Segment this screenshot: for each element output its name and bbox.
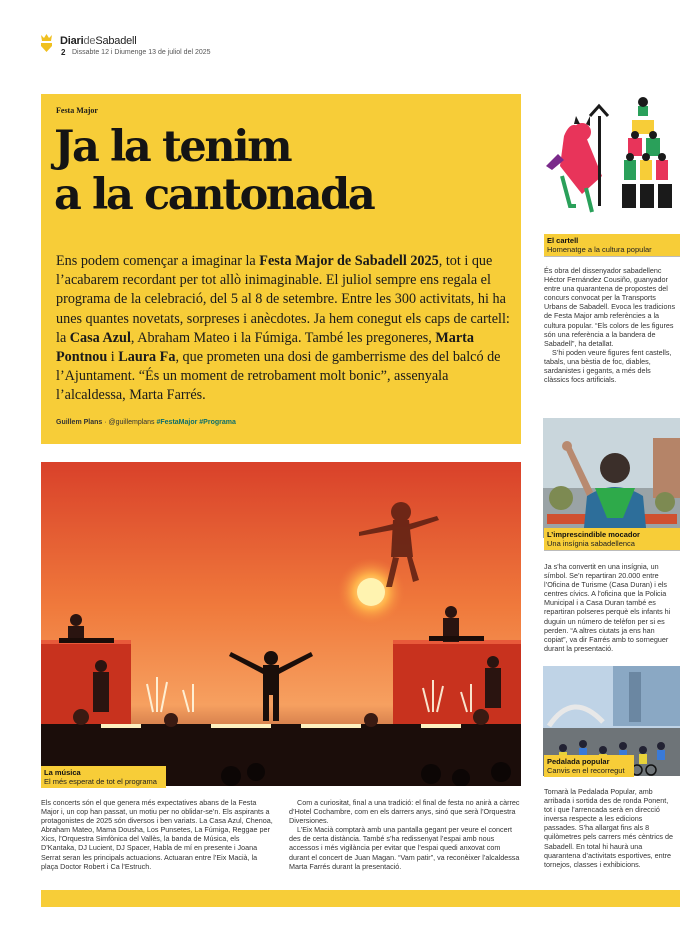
cartell-caption-title: El cartell bbox=[547, 236, 579, 245]
issue-date: Dissabte 12 i Diumenge 13 de juliol del 2025 bbox=[72, 49, 211, 56]
headline-line-1: Ja la tenim bbox=[54, 122, 291, 172]
pedalada-caption-title: Pedalada popular bbox=[547, 757, 610, 766]
lede-highlight: Casa Azul bbox=[69, 329, 131, 346]
concert-photo bbox=[41, 462, 521, 786]
hashtags[interactable]: #FestaMajor #Programa bbox=[156, 419, 236, 426]
diari-logo-icon bbox=[40, 33, 53, 53]
pedalada-caption-subtitle: Canvis en el recorregut bbox=[547, 766, 625, 775]
mocador-text bbox=[544, 562, 676, 653]
body-paragraph: L’Eix Macià comptarà amb una pantalla gegant per veure el concert des de certa distància. També s’ha redissenyat l’espai amb nous accessos i més vigilància per evitar que l’espai quedi anxovat com durant el concert de Juan Magan. “Vam patir”, va reconèixer l’alcaldessa Marta Farrés durant la presentació. bbox=[289, 825, 520, 871]
byline-separator: · bbox=[102, 419, 109, 426]
hero-caption bbox=[41, 766, 166, 788]
body-paragraph: Els concerts són el que genera més expectatives abans de la Festa Major i, un cop han passat, un motiu per no oblidar-se’n. Els aspirants a protagonistes de 2025 són diversos i ben variats. La Casa Azul, Chenoa, Abraham Mateo, Mama Dousha, Los Punsetes, La Fúmiga, Reggae per Xics, l’Orquestra Simfònica del Vallès, la banda de Música, els D’Kantaka, DJ Lucient, DJ Spacer, Habla de mí en presente i Joana Serrat seran les principals actuacions. Actuaran entre l’Eix Macià, la plaça Doctor Robert i Ca l’Estruch. bbox=[41, 798, 273, 871]
article-headline bbox=[54, 123, 514, 219]
section-label: Festa Major bbox=[56, 106, 98, 115]
body-column-2 bbox=[289, 798, 521, 871]
body-column-1 bbox=[41, 798, 273, 871]
hero-caption-subtitle: El més esperat de tot el programa bbox=[44, 777, 157, 786]
brand-rest: Sabadell bbox=[95, 35, 137, 47]
body-paragraph: És obra del dissenyador sabadellenc Héctor Fernández Cousiño, guanyador entre una quarantena de propostes del concurs convocat per la Transports Urbans de Sabadell. Evoca les tradicions de Festa Major amb referències a la cultura popular. “Els colors de les figures són una referència a la bandera de Sabadell”, ha detallat. bbox=[544, 266, 676, 348]
lede-text: , que prometen una dosi de gamberrisme des del balcó de l’Ajuntament. “És un moment de retrobament molt bonic”, assenyala l’alcaldessa, Marta Farrés. bbox=[56, 349, 501, 404]
lede-text: , Abraham Mateo i la Fúmiga. També les pregoneres, bbox=[130, 329, 436, 346]
cartell-text bbox=[544, 266, 676, 384]
mocador-caption bbox=[544, 528, 680, 551]
brand-light: de bbox=[83, 35, 96, 47]
byline bbox=[56, 419, 236, 426]
festival-poster-illustration bbox=[542, 96, 680, 236]
lede-text: , tot i que l’acabarem recordant per tot allò inimaginable. El juliol sempre ens regala el programa de la celebració, del 5 al 8 de setembre. Entre les 300 activitats, hi ha unes quantes novetats, sorpreses i anècdotes. Ja hem conegut els caps de cartell: la bbox=[56, 253, 510, 346]
body-paragraph: Ja s’ha convertit en una insígnia, un símbol. Se’n repartiran 20.000 entre l’Oficina de Turisme (Casa Duran) i els centres cívics. A l’oficina que la Policia Municipal i a Casa Duran també es repartiran polseres perquè els infants hi duguin un número de telèfon per si es perden. “A altres ciutats ja ens han copiat”, va dir Farrés amb to sorneguer durant la presentació. bbox=[544, 562, 671, 653]
lede-highlight: Marta Pontnou bbox=[56, 329, 474, 366]
masthead-brand[interactable] bbox=[60, 35, 137, 47]
lede-text: i bbox=[107, 349, 119, 366]
footer-bar bbox=[41, 890, 680, 907]
lede-highlight: Festa Major de Sabadell 2025 bbox=[259, 253, 439, 269]
author-name: Guillem Plans bbox=[56, 419, 103, 426]
cartell-caption-subtitle: Homenatge a la cultura popular bbox=[547, 245, 652, 254]
mocador-caption-title: L’imprescindible mocador bbox=[547, 530, 640, 539]
author-handle[interactable]: @guillemplans bbox=[108, 419, 157, 426]
body-paragraph: Com a curiositat, final a una tradició: el final de festa no anirà a càrrec d’Hotel Cochambre, com en els darrers anys, sinó que serà l’Orquestra Diversiones. bbox=[289, 798, 520, 826]
page-number: 2 bbox=[61, 48, 66, 57]
article-lede bbox=[56, 252, 512, 406]
hero-caption-title: La música bbox=[44, 768, 81, 777]
lede-highlight: Laura Fa bbox=[118, 349, 176, 366]
brand-bold: Diari bbox=[60, 35, 84, 47]
mocador-caption-subtitle: Una insígnia sabadellenca bbox=[547, 539, 635, 548]
body-paragraph: S’hi poden veure figures fent castells, tabals, una bèstia de foc, diables, sardanistes i gegants, a més dels clàssics focs artificials. bbox=[544, 347, 672, 385]
pedalada-text bbox=[544, 787, 676, 869]
lede-text: Ens podem començar a imaginar la bbox=[56, 253, 260, 269]
pedalada-caption bbox=[544, 755, 634, 777]
headline-line-2: a la cantonada bbox=[54, 170, 374, 220]
mocador-photo bbox=[543, 418, 680, 538]
cartell-caption bbox=[544, 234, 680, 257]
body-paragraph: Tornarà la Pedalada Popular, amb arribada i sortida des de ronda Ponent, tot i que l’arrencada serà en direcció inversa respecte a les edicions passades. S’ha allargat fins als 8 quilòmetres pels carrers més cèntrics de Sabadell. En total hi haurà una quarantena d’activitats esportives, entre tornejos, classes i exhibicions. bbox=[544, 787, 674, 869]
